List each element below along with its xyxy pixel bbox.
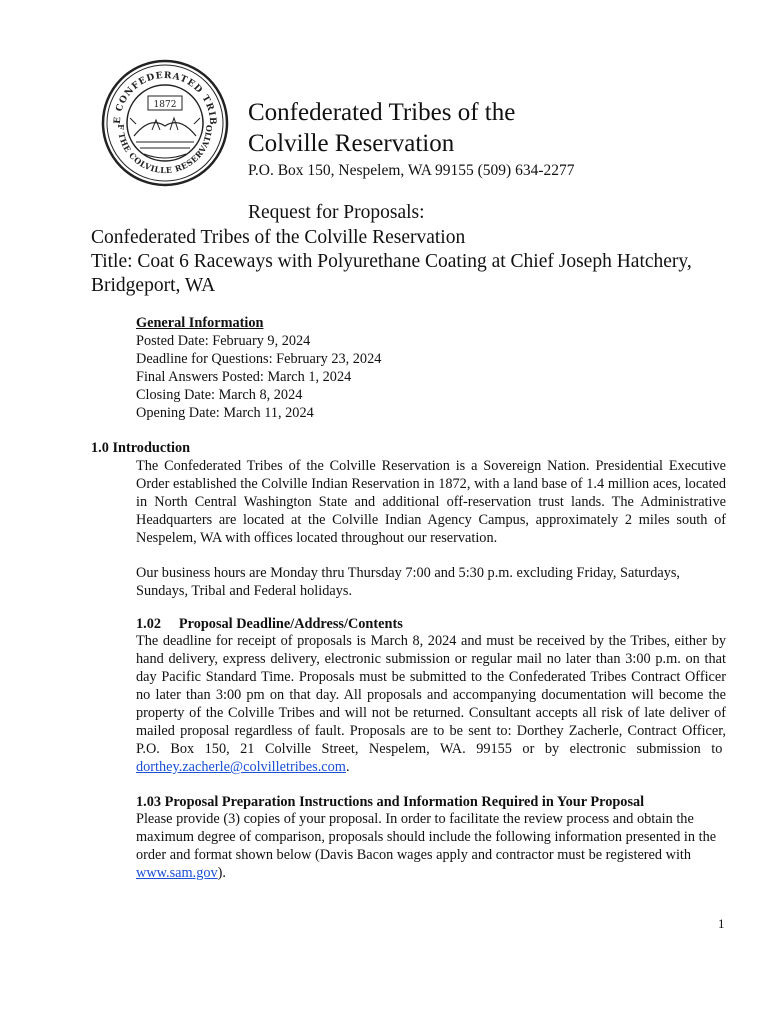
general-info-item: Posted Date: February 9, 2024 bbox=[136, 333, 311, 349]
general-info-heading: General Information bbox=[136, 315, 264, 331]
general-info-item: Opening Date: March 11, 2024 bbox=[136, 405, 314, 421]
intro-paragraph-1: The Confederated Tribes of the Colville Reservation is a Sovereign Nation. Presidential Executive Order established the Colville Indian Reservation in 1872, with a land base of 1.4 million aces, located in North Central Washington State and additional off-reservation trust lands. The Administrative Headquarters are located at the Colville Indian Agency Campus, approximately 2 miles south of Nespelem, WA with offices located throughout our reservation. bbox=[136, 458, 726, 546]
page-number: 1 bbox=[718, 916, 725, 931]
seal-text-bottom: F THE COLVILLE RESERVATIO bbox=[115, 123, 215, 176]
seal-year: 1872 bbox=[153, 100, 177, 110]
rfp-title-line1: Title: Coat 6 Raceways with Polyurethane Coating at Chief Joseph Hatchery, bbox=[91, 251, 692, 272]
org-address: P.O. Box 150, Nespelem, WA 99155 (509) 634-2277 bbox=[248, 162, 575, 179]
svg-text:THE CONFEDERATED TRIBES bbox=[100, 58, 217, 126]
section-1-03-heading: 1.03 Proposal Preparation Instructions and Information Required in Your Proposal bbox=[136, 794, 645, 810]
rfp-title-line2: Bridgeport, WA bbox=[91, 275, 216, 296]
section-1-03-end: ). bbox=[217, 865, 227, 881]
section-1-02-heading: 1.02 Proposal Deadline/Address/Contents bbox=[136, 616, 403, 632]
intro-heading: 1.0 Introduction bbox=[91, 440, 191, 456]
sam-gov-link[interactable]: www.sam.gov bbox=[136, 865, 218, 881]
tribal-seal bbox=[100, 58, 230, 188]
org-name-line1: Confederated Tribes of the bbox=[248, 99, 516, 126]
rfp-organization: Confederated Tribes of the Colville Reservation bbox=[91, 227, 466, 248]
section-1-03-body bbox=[136, 810, 721, 882]
section-1-02-body bbox=[136, 632, 726, 776]
seal-text-top: E CONFEDERATED TRIB bbox=[112, 70, 218, 126]
contract-officer-email-link[interactable]: dorthey.zacherle@colvilletribes.com bbox=[136, 759, 346, 775]
seal-graphic bbox=[100, 58, 230, 188]
org-name-line2: Colville Reservation bbox=[248, 130, 455, 157]
section-1-02-text: The deadline for receipt of proposals is March 8, 2024 and must be received by the Tribes, either by hand delivery, express delivery, electronic submission or regular mail no later than 3:00 p.m. on that day Pacific Standard Time. Proposals must be submitted to the Confederated Tribes Contract Officer no later than 3:00 pm on that day. All proposals and accompanying documentation will become the property of the Colville Tribes and will not be returned. Consultant accepts all risk of late deliver of mailed proposal regardless of fault. Proposals are to be sent to: Dorthey Zacherle, Contract Officer, P.O. Box 150, 21 Colville Street, Nespelem, WA. 99155 or by electronic submission to bbox=[136, 633, 726, 757]
intro-paragraph-2: Our business hours are Monday thru Thursday 7:00 and 5:30 p.m. excluding Friday, Saturdays, Sundays, Tribal and Federal holidays. bbox=[136, 565, 681, 599]
general-info-item: Closing Date: March 8, 2024 bbox=[136, 387, 303, 403]
section-1-02-end: . bbox=[345, 759, 350, 775]
general-info-item: Deadline for Questions: February 23, 2024 bbox=[136, 351, 382, 367]
general-information bbox=[136, 314, 381, 422]
section-1-03-text: Please provide (3) copies of your proposal. In order to facilitate the review process and obtain the maximum degree of comparison, proposals should include the following information presented in the order and format shown below (Davis Bacon wages apply and contractor must be registered with bbox=[136, 811, 717, 863]
rfp-label: Request for Proposals: bbox=[248, 202, 425, 223]
general-info-item: Final Answers Posted: March 1, 2024 bbox=[136, 369, 352, 385]
